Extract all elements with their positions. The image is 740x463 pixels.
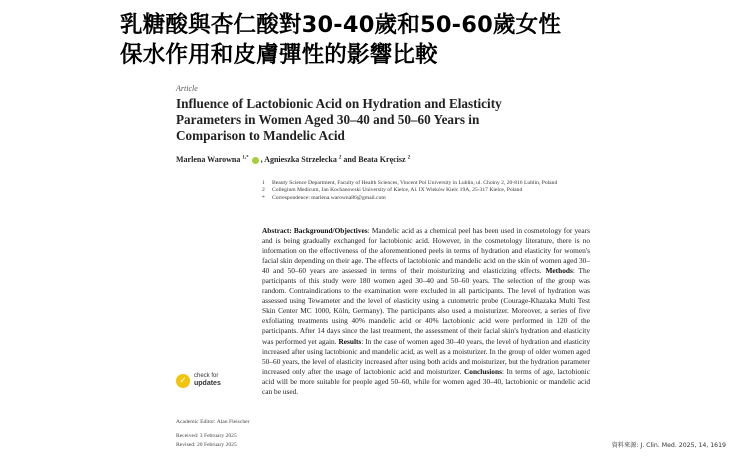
slide-heading-line-2: 保水作用和皮膚彈性的影響比較 (120, 42, 438, 68)
article-type-label: Article (176, 84, 198, 93)
author-list (176, 155, 410, 164)
affiliation-text: Collegium Medicum, Jan Kochanowski University of Kielce, Al. IX Wieków Kielc 19A, 25-317 Kielce, Poland (272, 187, 523, 194)
check-for-updates-label (194, 373, 221, 388)
abstract-methods-text: : The participants of this study were 180 women aged 30–40 and 50–60 years. The selection of the group was random. Contraindications to the examination were excluded in all participants. The level of hydration was assessed using Tewameter and the level of elasticity using a cutometric probe (Courage-Khazaka Multi Test Skin Center MC 1000, Köln, Germany). The participants also used a moisturizer. Moreover, a series of five exfoliating treatments using 40% mandelic acid or 40% lactobionic acid were performed in 120 of the participants. After 14 days since the last treatment, the assessment of their facial skin's hydration and elasticity was performed yet again. (262, 266, 590, 346)
received-date: Received: 3 February 2025 (176, 433, 237, 439)
author-affiliation-marker: 2 (407, 155, 411, 161)
paper-title-line-2: Parameters in Women Aged 30–40 and 50–60 Years in (176, 112, 480, 127)
author-affiliation-marker: 1,* (242, 155, 249, 161)
checkmark-icon: ✓ (176, 374, 190, 388)
abstract-methods-heading: Methods (545, 266, 573, 276)
author-name: , Agnieszka Strzelecka (260, 155, 337, 164)
abstract-results-text: : In the case of women aged 30–40 years, the level of hydration and elasticity increased after using lactobionic and mandelic acid, as well as a moisturizer. In the group of older women aged 50–60 years, the level of elasticity increased after using both acids and moisturizer, but the hydration parameter increased only after the usage of lactobionic acid and moisturizer. (262, 336, 590, 376)
affiliations (262, 180, 592, 202)
affiliation-marker: 1 (262, 180, 265, 186)
slide-heading-line-1: 乳糖酸與杏仁酸對30-40歲和50-60歲女性 (120, 12, 562, 38)
abstract-conclusions-text: : In terms of age, lactobionic acid will be more suitable for people aged 50–60, while for women aged 30–40, lactobionic or mandelic acid can be used. (262, 366, 590, 396)
abstract-background-text: : Mandelic acid as a chemical peel has been used in cosmetology for years and is being gradually exchanged for lactobionic acid. However, in the cosmetology literature, there is no information on the effectiveness of the aforementioned peels in terms of hydration and elasticity for women's facial skin depending on their age. The effects of lactobionic and mandelic acid on the skin of women aged 30–40 and 50–60 years are assessed in terms of their moisturizing and elasticizing effects. (262, 226, 590, 276)
affiliation-marker: * (262, 194, 265, 201)
abstract-conclusions-heading: Conclusions (463, 366, 502, 376)
check-for-updates-line-2: updates (194, 380, 221, 387)
revised-date: Revised: 20 February 2025 (176, 442, 237, 448)
author-name: and Beata Kręcisz (343, 155, 406, 164)
author-name: Marlena Warowna (176, 155, 241, 164)
paper-title-line-3: Comparison to Mandelic Acid (176, 128, 345, 143)
check-for-updates-line-1: check for (194, 373, 219, 379)
affiliation-item (262, 195, 592, 202)
abstract-heading: Abstract: Background/Objectives (262, 226, 368, 235)
correspondence-text: Correspondence: marlena.warowna86@gmail.com (272, 194, 386, 201)
source-citation: 資料來源: J. Clin. Med. 2025, 14, 1619 (611, 442, 726, 449)
author-affiliation-marker: 2 (338, 155, 342, 161)
abstract (262, 226, 590, 397)
check-for-updates-badge[interactable] (176, 373, 221, 388)
paper-title-line-1: Influence of Lactobionic Acid on Hydration and Elasticity (176, 96, 502, 111)
paper-title (176, 96, 576, 144)
affiliation-text: Beauty Science Department, Faculty of Health Sciences, Vincent Pol University in Lublin, ul. Choiny 2, 20-816 Lublin, Poland (272, 180, 558, 186)
affiliation-item (262, 187, 592, 194)
orcid-icon (252, 157, 259, 164)
abstract-results-heading: Results (338, 336, 362, 346)
affiliation-marker: 2 (262, 187, 265, 194)
academic-editor: Academic Editor: Alan Fleischer (176, 419, 250, 425)
